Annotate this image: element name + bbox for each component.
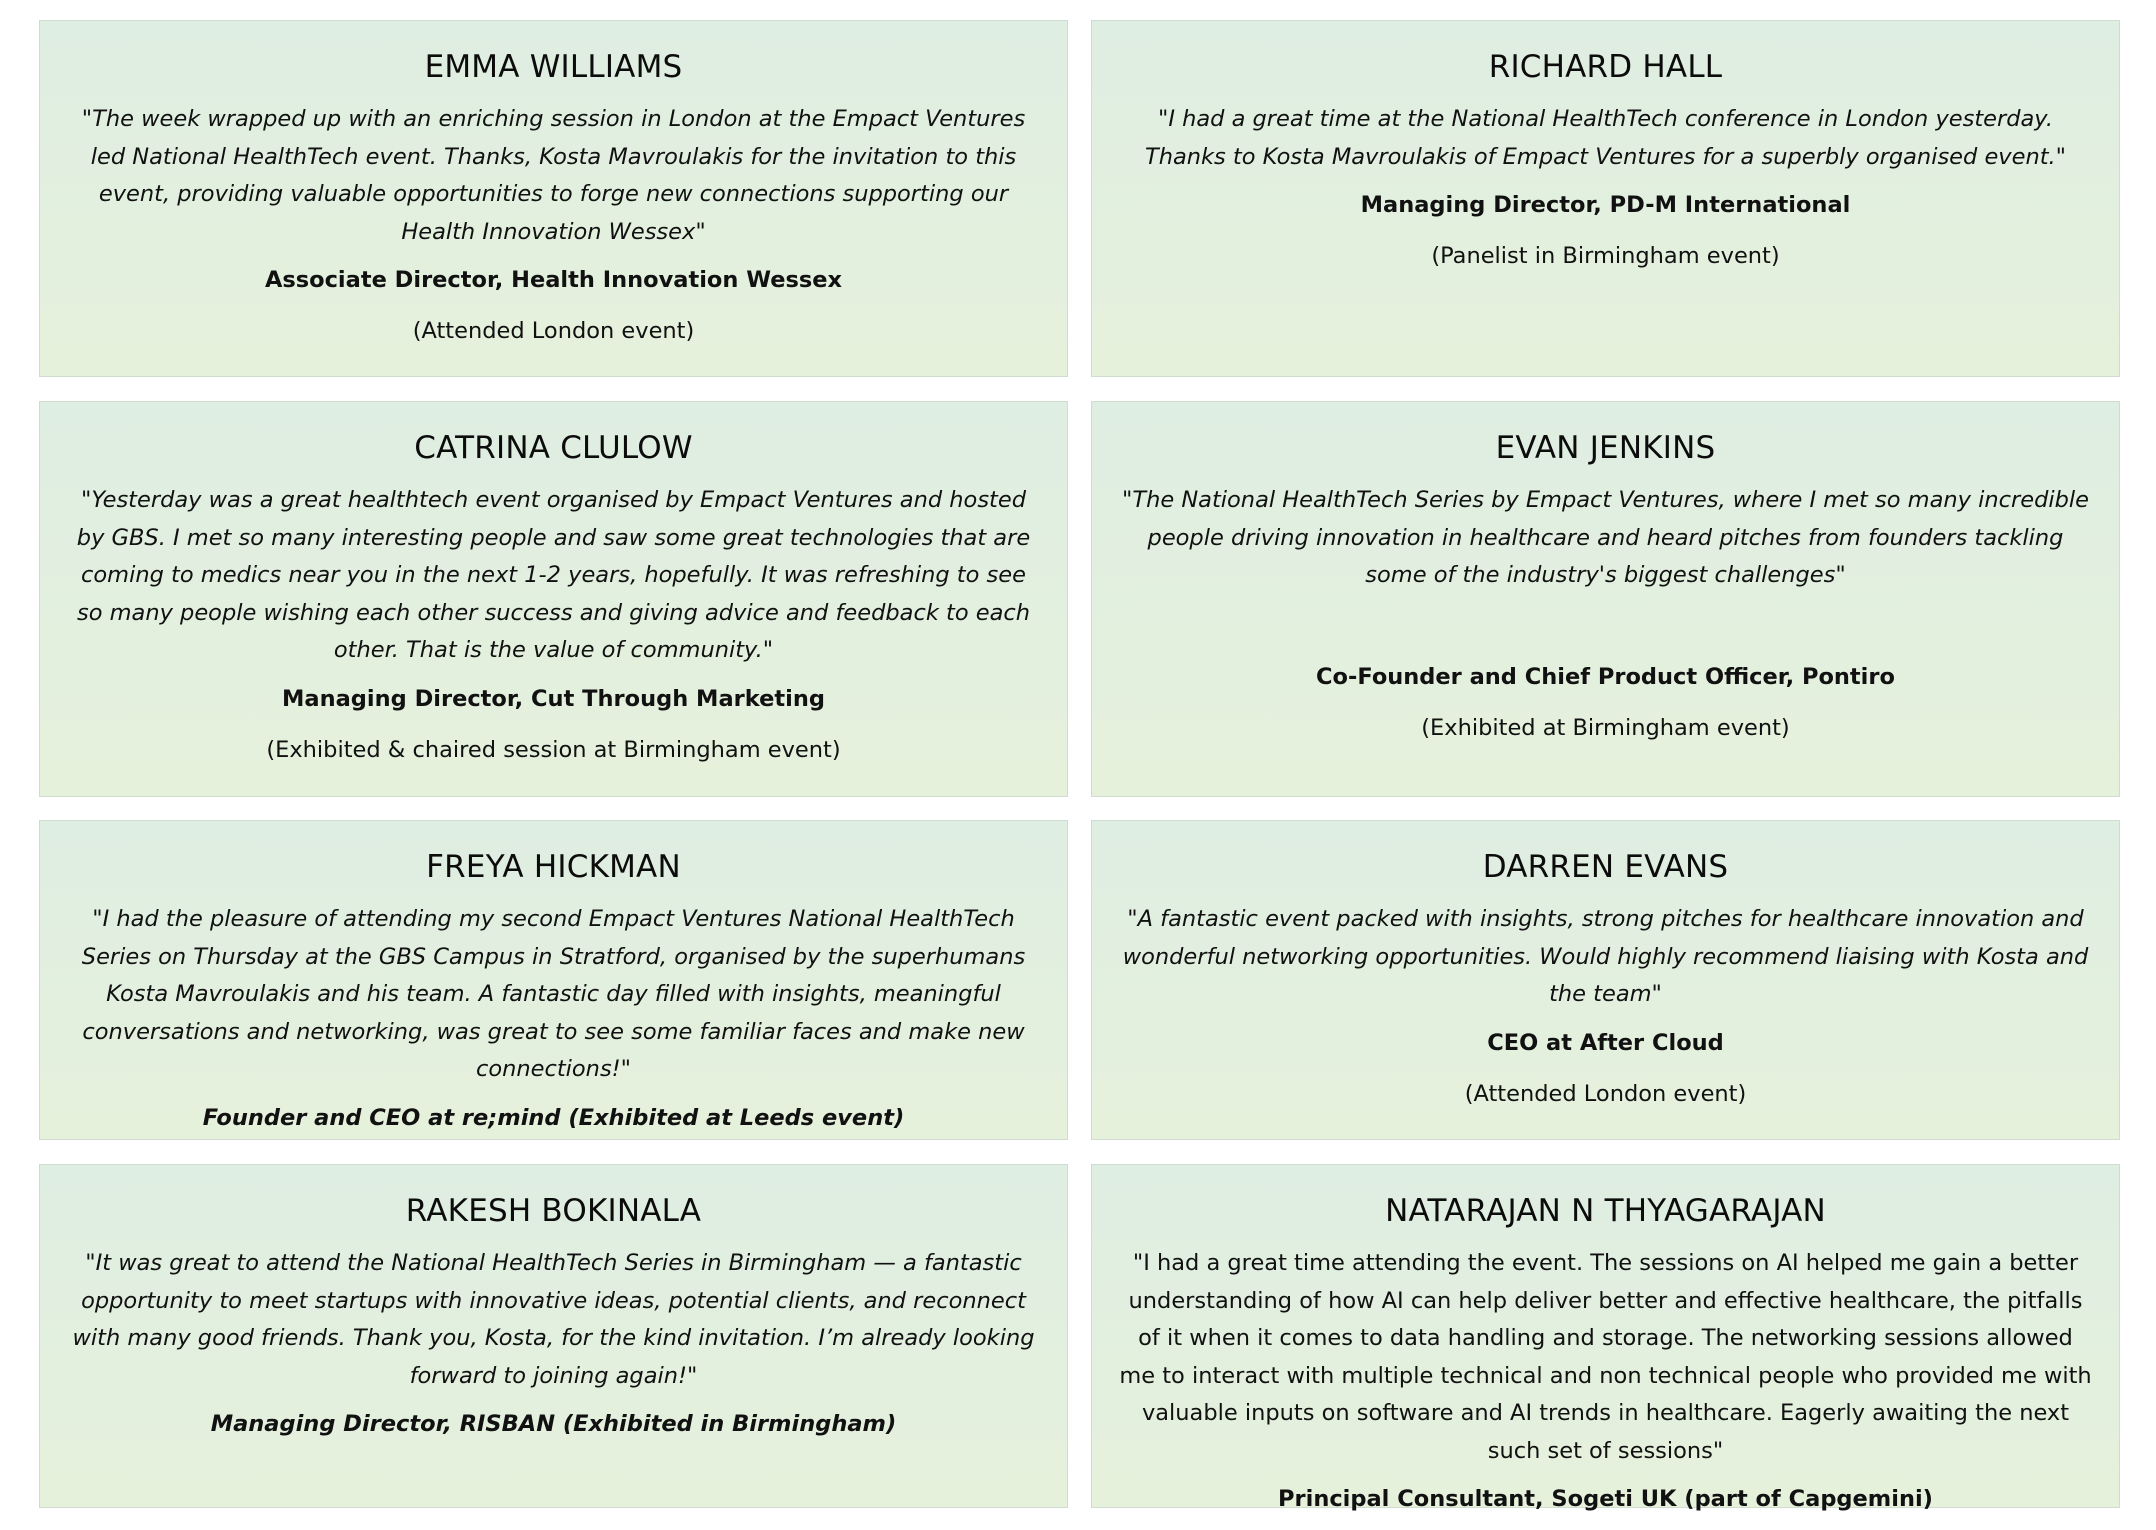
testimonial-note: (Exhibited & chaired session at Birmingham event) — [266, 736, 841, 763]
testimonial-card — [39, 20, 1068, 377]
testimonial-card — [1091, 20, 2120, 377]
testimonial-role: Co-Founder and Chief Product Officer, Pontiro — [1316, 663, 1895, 690]
testimonial-card — [1091, 1164, 2120, 1512]
testimonial-name: DARREN EVANS — [1482, 849, 1729, 885]
testimonial-note: (Attended London event) — [1464, 1080, 1747, 1107]
testimonial-quote: "I had a great time attending the event. The sessions on AI helped me gain a better understanding of how AI can help deliver better and effective healthcare, the pitfalls of it when it comes to data handling and storage. The networking sessions allowed me to interact with multiple technical and non technical people who provided me with valuable inputs on software and AI trends in healthcare. Eagerly awaiting the next such set of sessions" — [1119, 1250, 2092, 1464]
testimonial-quote: "I had the pleasure of attending my second Empact Ventures National HealthTech Series on Thursday at the GBS Campus in Stratford, organised by the superhumans Kosta Mavroulakis and his team. A fantastic day filled with insights, meaningful conversations and networking, was great to see some familiar faces and make new connections!" — [81, 906, 1026, 1082]
testimonial-quote: "It was great to attend the National HealthTech Series in Birmingham — a fantastic opportunity to meet startups with innovative ideas, potential clients, and reconnect with many good friends. Thank you, Kosta, for the kind invitation. I’m already looking forward to joining again!" — [72, 1250, 1035, 1389]
testimonial-card — [1091, 820, 2120, 1140]
spacer — [1118, 595, 2093, 662]
testimonial-name: RAKESH BOKINALA — [405, 1193, 702, 1229]
testimonial-role: CEO at After Cloud — [1487, 1029, 1724, 1056]
testimonial-role: Managing Director, Cut Through Marketing — [282, 685, 825, 712]
testimonial-role: Founder and CEO at re;mind (Exhibited at Leeds event) — [202, 1104, 905, 1131]
testimonial-name: CATRINA CLULOW — [414, 430, 693, 466]
testimonial-quote: "Yesterday was a great healthtech event organised by Empact Ventures and hosted by GBS. I met so many interesting people and saw some great technologies that are coming to medics near you in the next 1-2 years, hopefully. It was refreshing to see so many people wishing each other success and giving advice and feedback to each other. That is the value of community." — [76, 487, 1031, 663]
testimonial-card — [39, 401, 1068, 797]
testimonial-note: (Panelist in Birmingham event) — [1431, 243, 1780, 269]
testimonial-quote: "The National HealthTech Series by Empact Ventures, where I met so many incredible people driving innovation in healthcare and heard pitches from founders tackling some of the industry's biggest challenges" — [1122, 487, 2089, 588]
testimonial-name: EMMA WILLIAMS — [424, 49, 683, 85]
testimonial-name: NATARAJAN N THYAGARAJAN — [1385, 1193, 1826, 1229]
testimonial-note: (Attended London event) — [412, 318, 695, 344]
testimonial-role: Associate Director, Health Innovation Wessex — [264, 267, 843, 293]
testimonial-role: Managing Director, RISBAN (Exhibited in Birmingham) — [210, 1411, 897, 1437]
testimonial-card — [39, 820, 1068, 1140]
testimonial-quote: "A fantastic event packed with insights, strong pitches for healthcare innovation and wonderful networking opportunities. Would highly recommend liaising with Kosta and the team" — [1122, 906, 2089, 1007]
testimonial-name: RICHARD HALL — [1488, 49, 1723, 85]
testimonial-name: FREYA HICKMAN — [426, 849, 681, 885]
testimonial-quote: "The week wrapped up with an enriching session in London at the Empact Ventures led National HealthTech event. Thanks, Kosta Mavroulakis for the invitation to this event, providing valuable opportunities to forge new connections supporting our Health Innovation Wessex" — [81, 106, 1026, 245]
testimonial-card — [1091, 401, 2120, 797]
testimonial-note: (Exhibited at Birmingham event) — [1421, 714, 1790, 741]
testimonial-role: Managing Director, PD-M International — [1360, 192, 1851, 218]
testimonial-name: EVAN JENKINS — [1495, 430, 1716, 466]
testimonial-quote: "I had a great time at the National HealthTech conference in London yesterday. Thanks to Kosta Mavroulakis of Empact Ventures for a superbly organised event." — [1144, 106, 2067, 170]
testimonial-role: Principal Consultant, Sogeti UK (part of Capgemini) — [1278, 1486, 1933, 1512]
testimonial-card — [39, 1164, 1068, 1508]
